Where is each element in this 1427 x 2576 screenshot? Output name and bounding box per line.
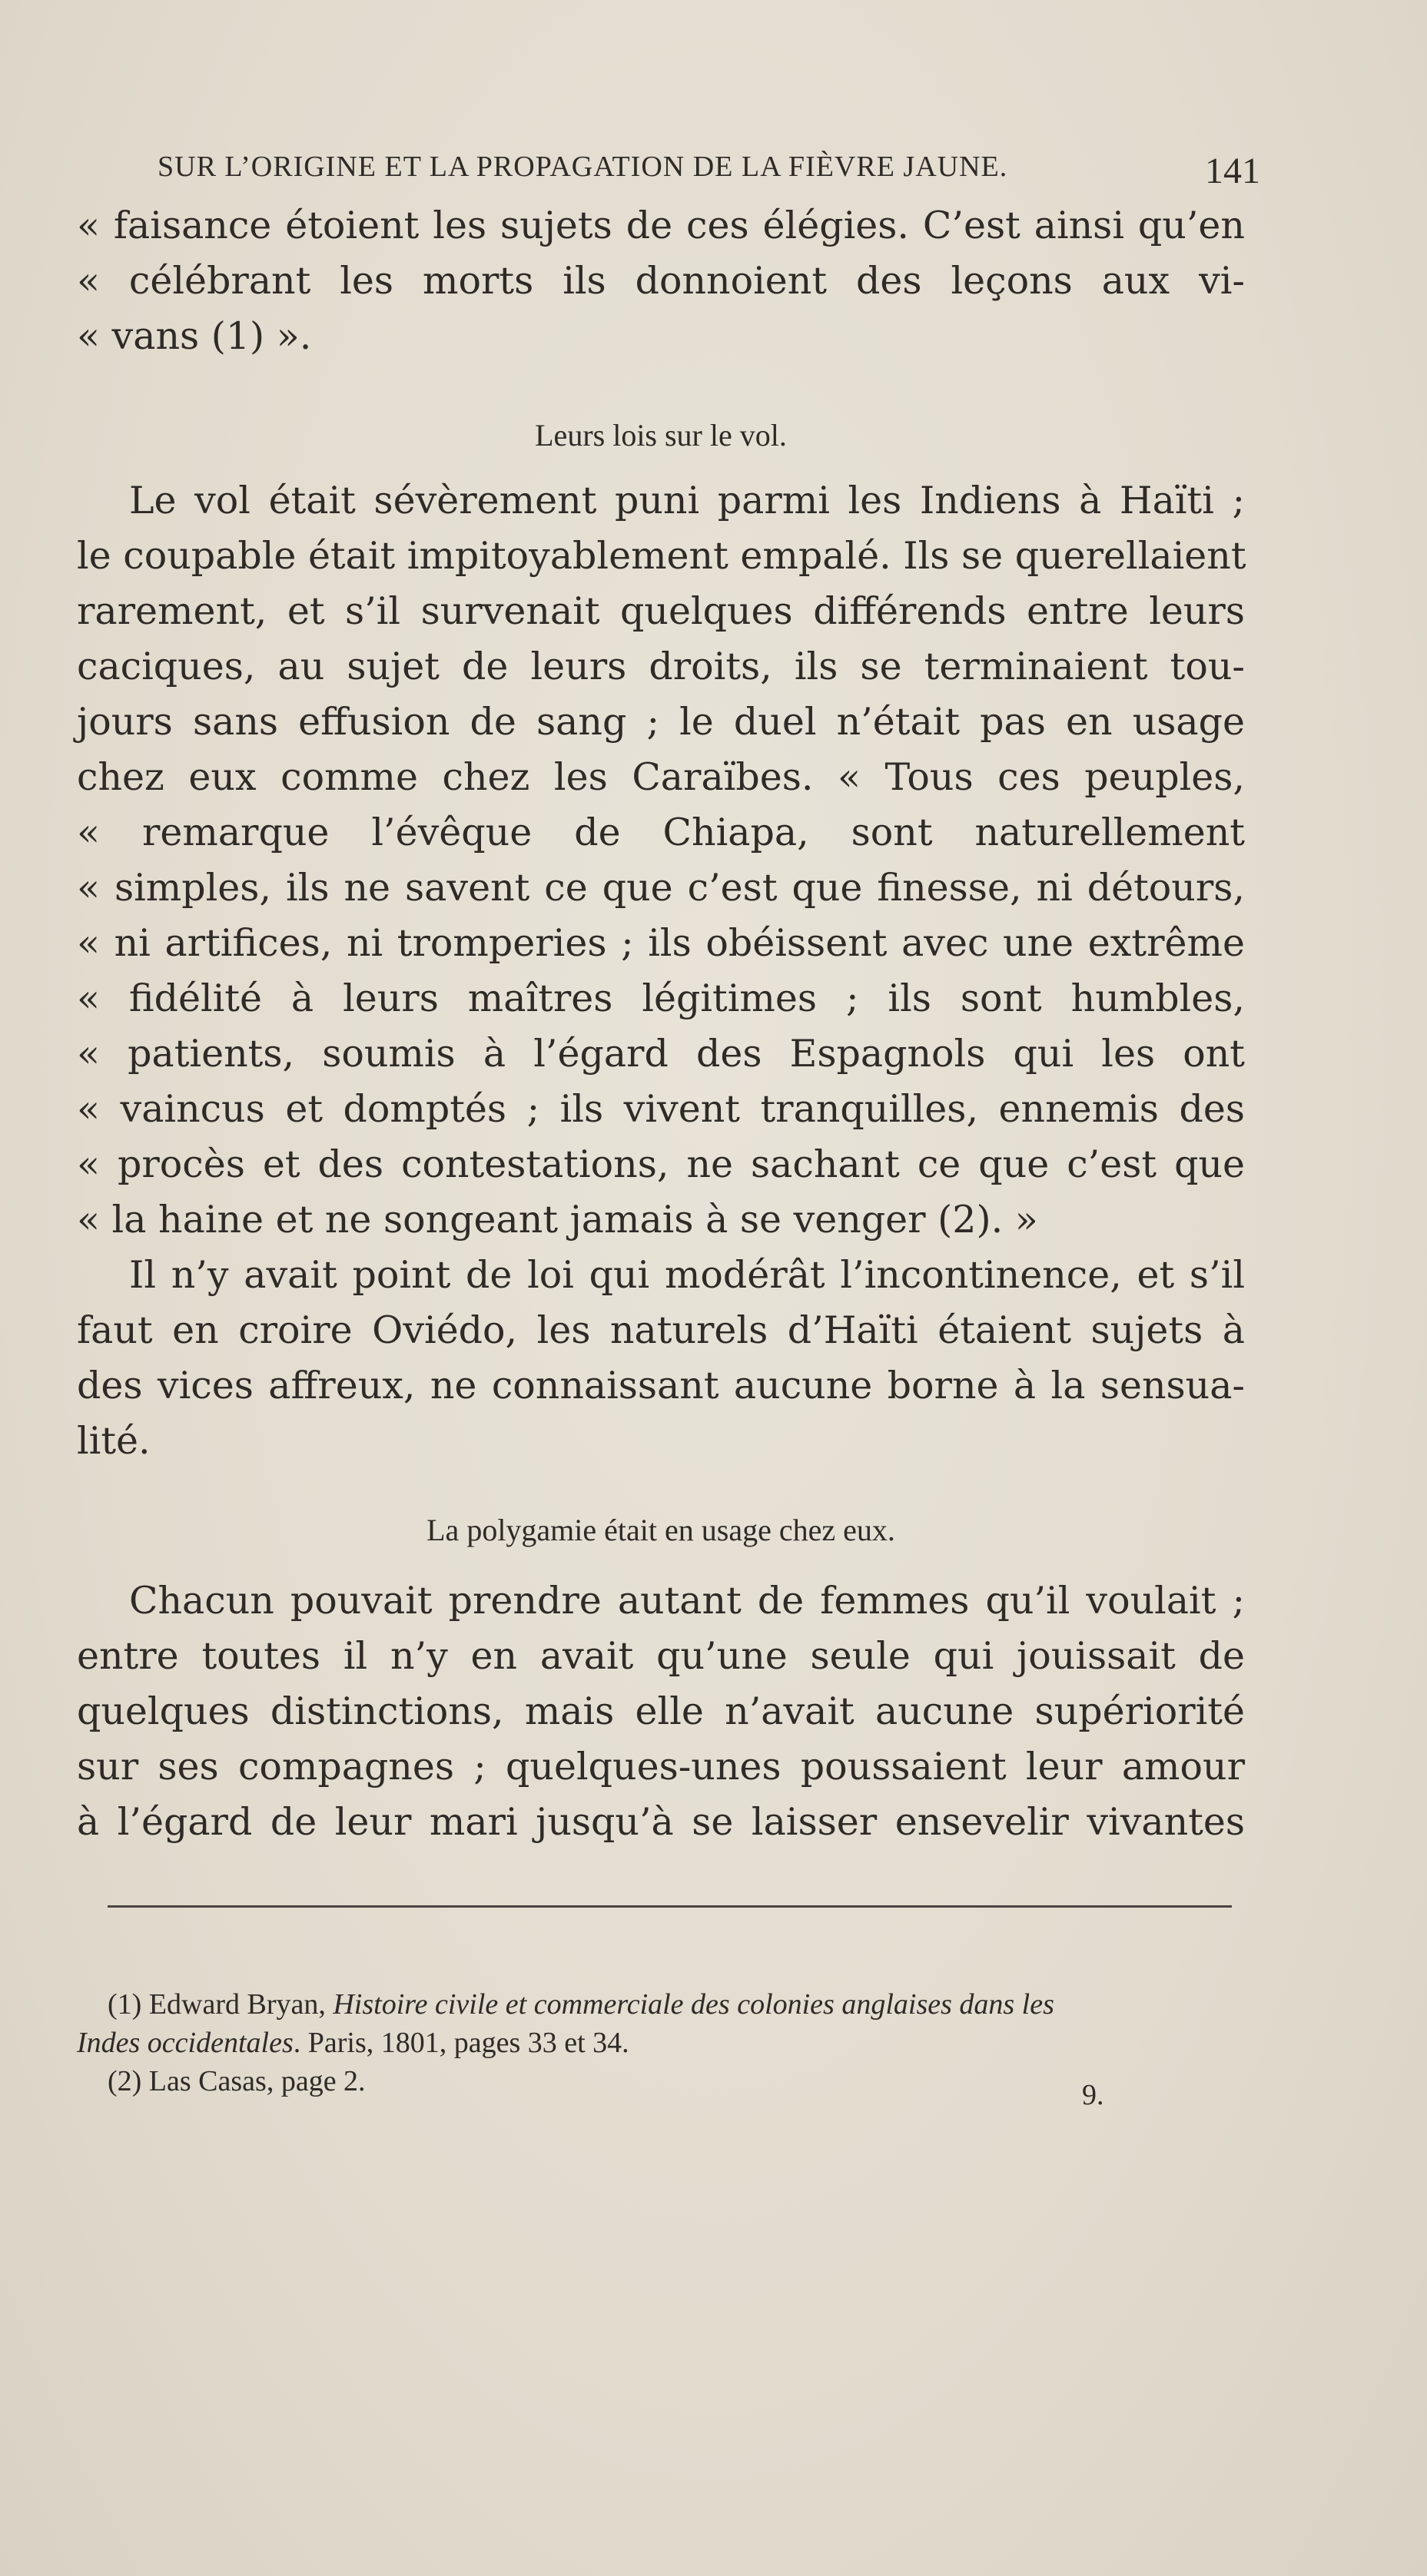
- running-head: SUR L’ORIGINE ET LA PROPAGATION DE LA FIÈVRE JAUNE.: [158, 151, 1008, 183]
- text-line: « faisance étoient les sujets de ces élégies. C’est ainsi qu’en: [77, 204, 1245, 247]
- footnote-2: (2) Las Casas, page 2.: [108, 2065, 366, 2097]
- text-line: « vaincus et domptés ; ils vivent tranquilles, ennemis des: [77, 1087, 1245, 1131]
- section-heading-vol: Leurs lois sur le vol.: [535, 418, 787, 453]
- text-line: « remarque l’évêque de Chiapa, sont naturellement: [77, 811, 1245, 854]
- page-header: [158, 150, 1260, 196]
- text-line: rarement, et s’il survenait quelques différends entre leurs: [77, 589, 1245, 633]
- text-line: jours sans effusion de sang ; le duel n’était pas en usage: [77, 700, 1245, 744]
- footnote-1-line-2: [77, 2024, 1245, 2061]
- text-line: « simples, ils ne savent ce que c’est que finesse, ni détours,: [77, 866, 1245, 910]
- paragraph-first-line: Chacun pouvait prendre autant de femmes qu’il voulait ;: [129, 1579, 1245, 1623]
- paragraph-first-line: Le vol était sévèrement puni parmi les Indiens à Haïti ;: [129, 479, 1245, 522]
- paragraph-first-line: Il n’y avait point de loi qui modérât l’incontinence, et s’il: [129, 1253, 1245, 1297]
- text-line: chez eux comme chez les Caraïbes. « Tous ces peuples,: [77, 755, 1245, 799]
- text-line: « patients, soumis à l’égard des Espagnols qui les ont: [77, 1032, 1245, 1076]
- text-line: « ni artifices, ni tromperies ; ils obéissent avec une extrême: [77, 921, 1245, 965]
- text-line: « vans (1) ».: [77, 314, 312, 358]
- footnote-rule: [108, 1905, 1232, 1908]
- text-line: des vices affreux, ne connaissant aucune borne à la sensua-: [77, 1364, 1245, 1407]
- footnote-1-prefix: (1) Edward Bryan,: [108, 1988, 334, 2021]
- text-line: « célébrant les morts ils donnoient des leçons aux vi-: [77, 259, 1245, 303]
- text-line: caciques, au sujet de leurs droits, ils se terminaient tou-: [77, 645, 1245, 688]
- footnote-1-title: Histoire civile et commerciale des colonies anglaises dans les: [333, 1988, 1054, 2021]
- signature-mark: 9.: [1082, 2079, 1104, 2111]
- text-line: sur ses compagnes ; quelques-unes poussaient leur amour: [77, 1745, 1245, 1789]
- text-line: « fidélité à leurs maîtres légitimes ; ils sont humbles,: [77, 976, 1245, 1020]
- text-line: « la haine et ne songeant jamais à se venger (2). »: [77, 1198, 1038, 1242]
- text-line: faut en croire Oviédo, les naturels d’Haïti étaient sujets à: [77, 1308, 1245, 1352]
- text-line: quelques distinctions, mais elle n’avait aucune supériorité: [77, 1689, 1245, 1733]
- page-number: 141: [1205, 151, 1260, 191]
- footnote-1-title-cont: Indes occidentales: [77, 2027, 294, 2059]
- footnote-1-line-1: [77, 1986, 1245, 2023]
- text-line: à l’égard de leur mari jusqu’à se laisser ensevelir vivantes: [77, 1800, 1245, 1844]
- text-line: « procès et des contestations, ne sachant ce que c’est que: [77, 1142, 1245, 1186]
- text-line: le coupable était impitoyablement empalé. Ils se querellaient: [77, 534, 1246, 578]
- footnote-1-suffix: . Paris, 1801, pages 33 et 34.: [293, 2027, 629, 2059]
- text-line: lité.: [77, 1419, 151, 1463]
- text-line: entre toutes il n’y en avait qu’une seule qui jouissait de: [77, 1634, 1245, 1678]
- section-heading-polygamie: La polygamie était en usage chez eux.: [426, 1513, 895, 1547]
